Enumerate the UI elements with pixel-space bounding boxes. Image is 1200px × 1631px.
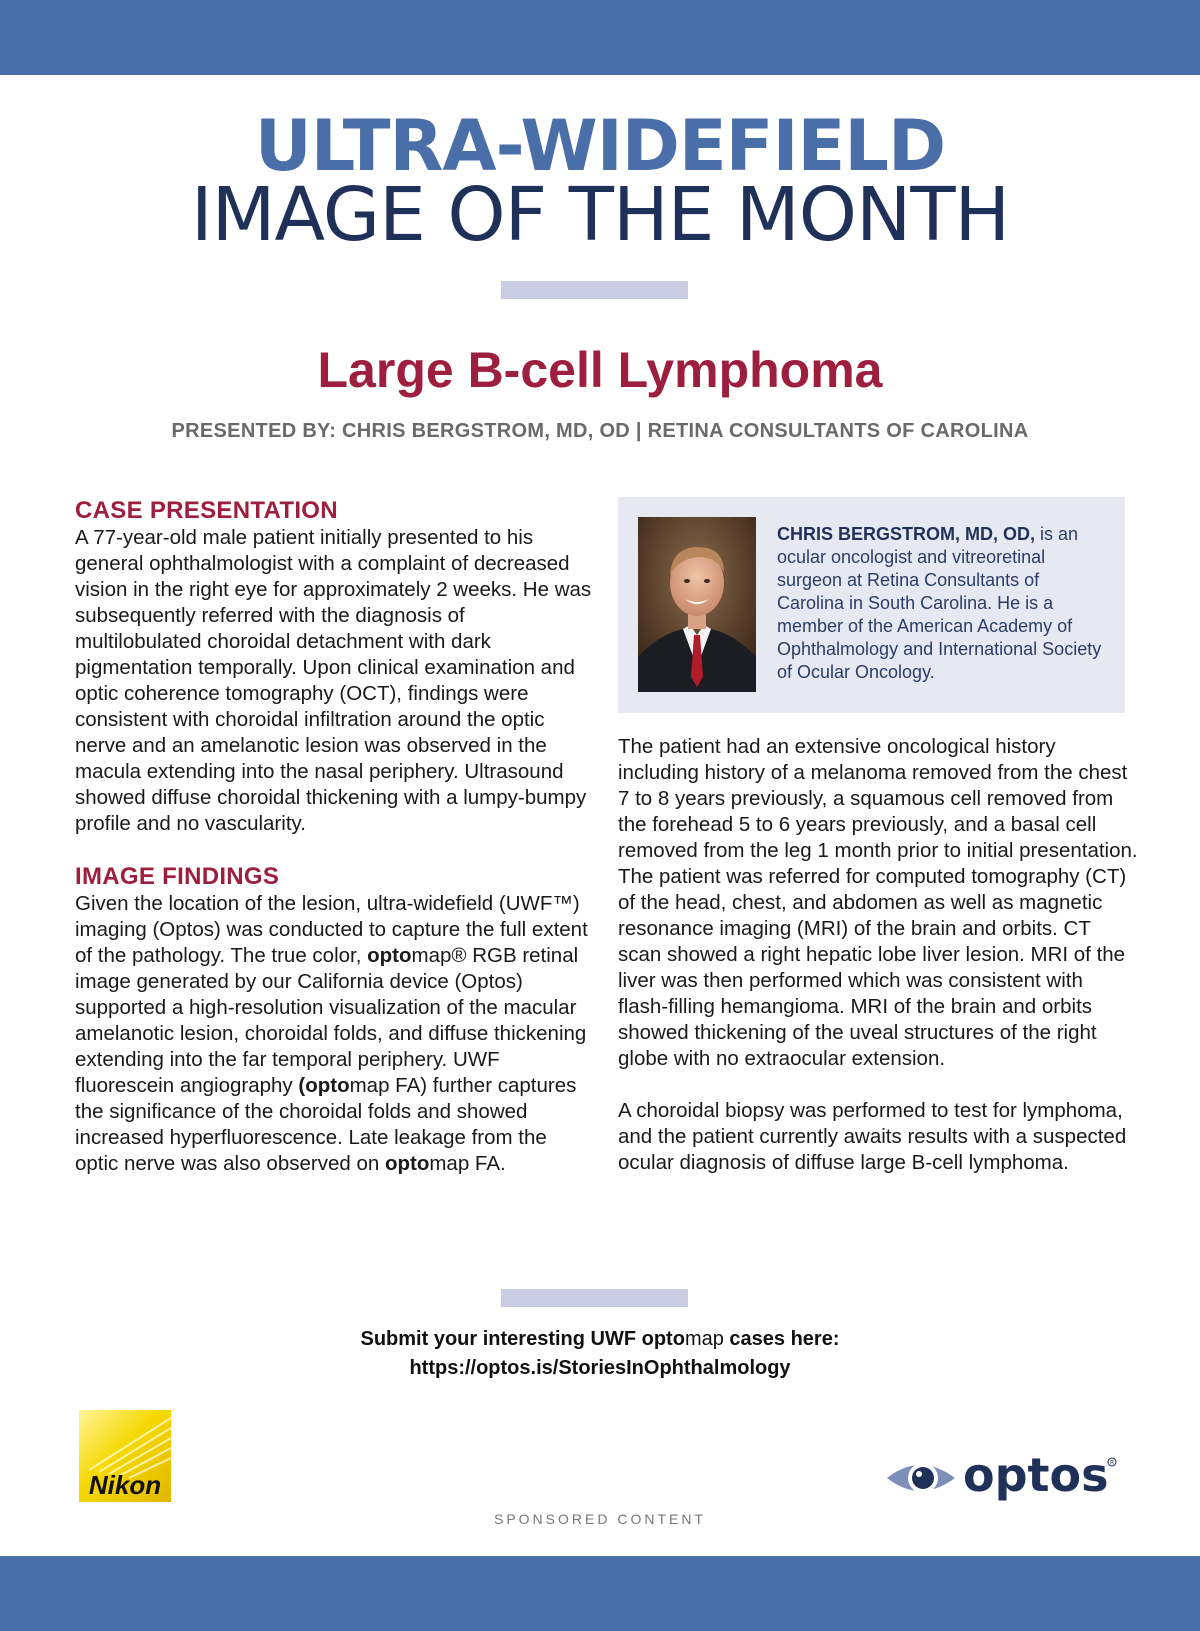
optos-logo [885,1448,1120,1508]
author-bio-text: CHRIS BERGSTROM, MD, OD, is an ocular oncologist and vitreoretinal surgeon at Retina Consultants of Carolina in South Carolina. He is a member of the American Academy of Ophthalmology and International Society of Ocular Oncology. [777,524,1102,682]
history-paragraph: The patient had an extensive oncological history including history of a melanoma removed from the chest 7 to 8 years previously, a squamous cell removed from the forehead 5 to 6 years previously, and a basal cell removed from the leg 1 month prior to initial presentation. The patient was referred for computed tomography (CT) of the head, chest, and abdomen as well as magnetic resonance imaging (MRI) of the brain and orbits. CT scan showed a right hepatic lobe liver lesion. MRI of the liver was then performed which was consistent with flash-filling hemangioma. MRI of the brain and orbits showed thickening of the uveal structures of the right globe with no extraocular extension. [618,735,1138,1070]
biopsy-paragraph: A choroidal biopsy was performed to test for lymphoma, and the patient currently awaits results with a suspected ocular diagnosis of diffuse large B-cell lymphoma. [618,1099,1127,1174]
image-findings-body: Given the location of the lesion, ultra-widefield (UWF™) imaging (Optos) was conducted to capture the full extent of the pathology. The true color, optomap® RGB retinal image generated by our California device (Optos) supported a high-resolution visualization of the macular amelanotic lesion, choroidal folds, and diffuse thickening extending into the far temporal periphery. UWF fluorescein angiography (optomap FA) further captures the significance of the choroidal folds and showed increased hyperfluorescence. Late leakage from the optic nerve was also observed on optomap FA. [75,892,588,1175]
svg-text:Nikon: Nikon [88,1470,162,1500]
sponsored-content-label: SPONSORED CONTENT [493,1511,706,1527]
case-title: Large B-cell Lymphoma [317,342,883,398]
case-presentation-heading: CASE PRESENTATION [75,497,338,524]
divider [501,281,688,299]
author-portrait [638,517,756,692]
submit-cases-callout: Submit your interesting UWF optomap cases here: https://optos.is/StoriesInOphthalmology [0,1325,1200,1383]
case-presentation-body: A 77-year-old male patient initially presented to his general ophthalmologist with a complaint of decreased vision in the right eye for approximately 2 weeks. He was subsequently referred with the diagnosis of multilobulated choroidal detachment with dark pigmentation temporally. Upon clinical examination and optic coherence tomography (OCT), findings were consistent with choroidal infiltration around the optic nerve and an amelanotic lesion was observed in the macula extending into the nasal periphery. Ultrasound showed diffuse choroidal thickening with a lumpy-bumpy profile and no vascularity. [75,526,592,835]
svg-text:optos: optos [963,1448,1109,1502]
presented-by: PRESENTED BY: CHRIS BERGSTROM, MD, OD | RETINA CONSULTANTS OF CAROLINA [171,420,1029,442]
image-findings-heading: IMAGE FINDINGS [75,863,280,890]
submission-link[interactable]: https://optos.is/StoriesInOphthalmology [409,1357,791,1379]
page-title-line2: IMAGE OF THE MONTH [190,172,1010,258]
top-banner [0,0,1200,75]
nikon-logo [79,1410,171,1502]
right-column [618,734,1138,1176]
divider [501,1289,688,1307]
author-bio-box [618,497,1125,713]
bottom-banner [0,1556,1200,1631]
left-column [75,497,595,1177]
svg-text:R: R [1110,1459,1115,1467]
page-title-line1: ULTRA-WIDEFIELD [254,105,946,187]
